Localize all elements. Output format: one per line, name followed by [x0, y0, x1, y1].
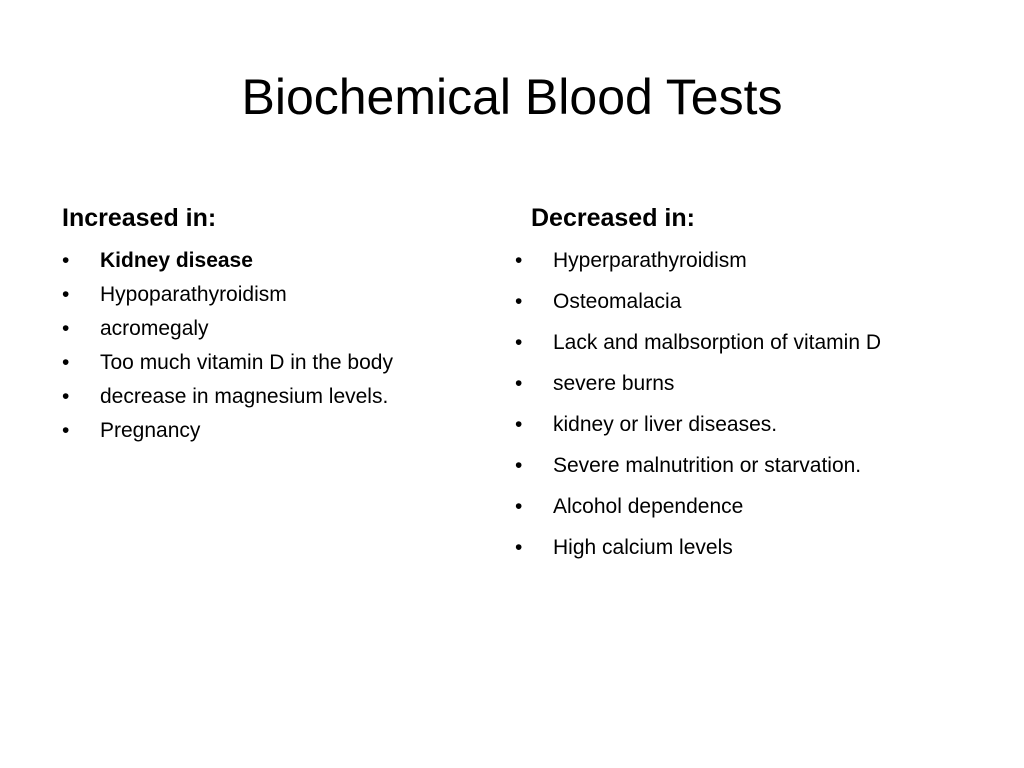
list-item	[515, 410, 881, 451]
bullet-icon: •	[62, 385, 70, 408]
list-item-label: Alcohol dependence	[553, 495, 744, 518]
list-item-label: Kidney disease	[100, 249, 253, 272]
list-item	[62, 280, 393, 314]
list-item-label: severe burns	[553, 372, 675, 395]
list-item	[515, 451, 881, 492]
bullet-icon: •	[62, 351, 70, 374]
bullet-icon: •	[515, 249, 523, 272]
bullet-icon: •	[515, 495, 523, 518]
bullet-icon: •	[515, 331, 523, 354]
bullet-icon: •	[515, 454, 523, 477]
list-item-label: kidney or liver diseases.	[553, 413, 778, 436]
list-item-label: Severe malnutrition or starvation.	[553, 454, 862, 477]
list-item	[62, 416, 393, 450]
list-item-label: decrease in magnesium levels.	[100, 385, 389, 408]
list-item	[515, 369, 881, 410]
list-item	[515, 492, 881, 533]
bullet-icon: •	[62, 419, 70, 442]
list-item-label: Pregnancy	[100, 419, 201, 442]
list-item	[515, 246, 881, 287]
list-item	[515, 287, 881, 328]
list-item-label: Hyperparathyroidism	[553, 249, 747, 272]
list-item-label: acromegaly	[100, 317, 209, 340]
decreased-in-list	[515, 246, 881, 574]
bullet-icon: •	[515, 372, 523, 395]
list-item	[62, 246, 393, 280]
bullet-icon: •	[515, 413, 523, 436]
bullet-icon: •	[62, 283, 70, 306]
list-item	[62, 382, 393, 416]
bullet-icon: •	[515, 536, 523, 559]
list-item	[62, 314, 393, 348]
list-item	[515, 533, 881, 574]
list-item	[515, 328, 881, 369]
bullet-icon: •	[62, 317, 70, 340]
slide-title: Biochemical Blood Tests	[241, 69, 783, 125]
increased-in-heading: Increased in:	[62, 204, 217, 232]
list-item-label: High calcium levels	[553, 536, 733, 559]
list-item-label: Lack and malbsorption of vitamin D	[553, 331, 881, 354]
list-item-label: Osteomalacia	[553, 290, 682, 313]
list-item-label: Too much vitamin D in the body	[100, 351, 393, 374]
list-item-label: Hypoparathyroidism	[100, 283, 287, 306]
list-item	[62, 348, 393, 382]
bullet-icon: •	[62, 249, 70, 272]
decreased-in-heading: Decreased in:	[531, 204, 695, 232]
bullet-icon: •	[515, 290, 523, 313]
increased-in-list	[62, 246, 393, 450]
